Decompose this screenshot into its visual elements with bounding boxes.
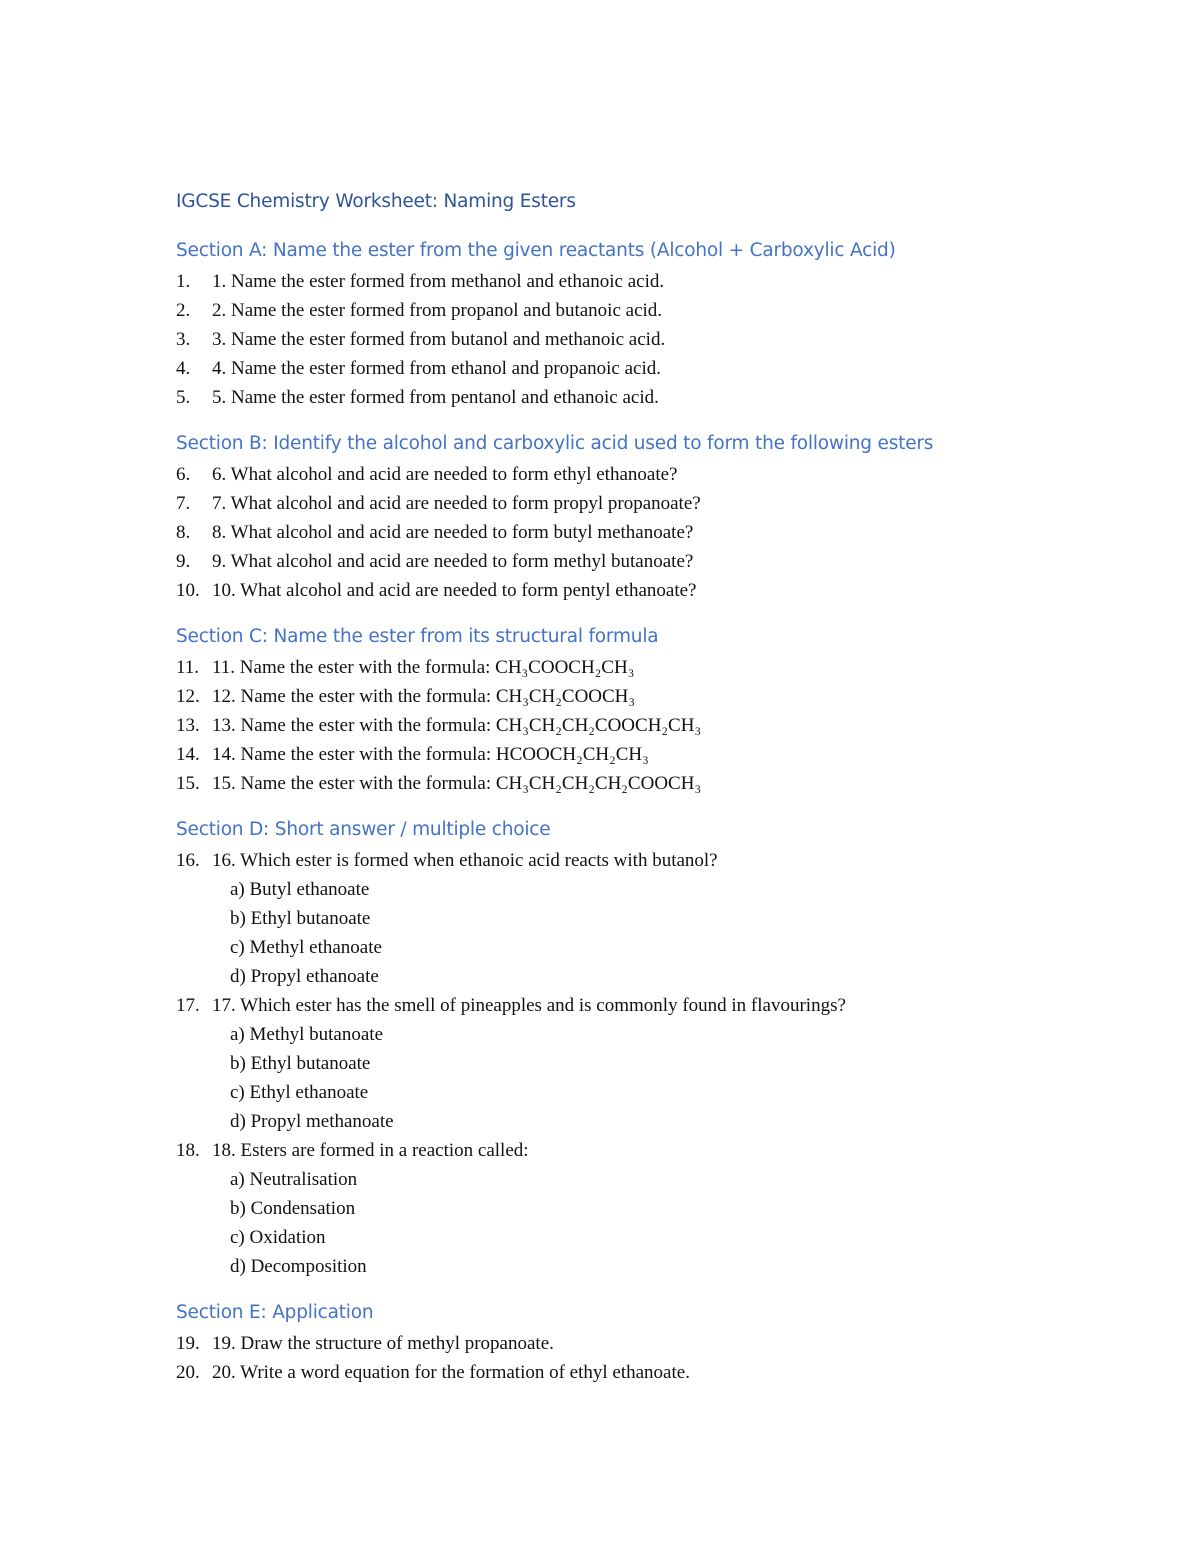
answer-option: d) Decomposition: [230, 1256, 367, 1277]
answer-option: c) Methyl ethanoate: [230, 937, 382, 958]
question-number: 1.: [176, 271, 191, 292]
answer-options: [176, 1020, 1076, 1136]
section-c: [176, 623, 1076, 798]
section-e-questions: [176, 1329, 1076, 1387]
question-item: [176, 325, 1076, 354]
section-a: [176, 237, 1076, 412]
question-text: 15. Name the ester with the formula: CH₃CH₂CH₂CH₂COOCH₃: [212, 773, 702, 794]
question-item: [176, 576, 1076, 605]
question-item: [176, 383, 1076, 412]
section-d-heading: Section D: Short answer / multiple choice: [176, 819, 551, 840]
answer-option: c) Oxidation: [230, 1227, 326, 1248]
question-text: 17. Which ester has the smell of pineapples and is commonly found in flavourings?: [212, 995, 846, 1016]
section-e-heading: Section E: Application: [176, 1302, 374, 1323]
question-number: 7.: [176, 493, 191, 514]
question-number: 14.: [176, 744, 200, 765]
question-item: [176, 1136, 1076, 1165]
question-item: [176, 296, 1076, 325]
question-text: 12. Name the ester with the formula: CH₃CH₂COOCH₃: [212, 686, 636, 707]
question-text: 6. What alcohol and acid are needed to form ethyl ethanoate?: [212, 464, 678, 485]
section-a-heading: Section A: Name the ester from the given reactants (Alcohol + Carboxylic Acid): [176, 240, 896, 261]
section-a-questions: [176, 267, 1076, 412]
answer-options: [176, 1165, 1076, 1281]
worksheet-content: [176, 188, 1076, 1405]
question-text: 10. What alcohol and acid are needed to form pentyl ethanoate?: [212, 580, 697, 601]
section-b-questions: [176, 460, 1076, 605]
answer-options: [176, 875, 1076, 991]
question-item: [176, 682, 1076, 711]
question-number: 17.: [176, 995, 200, 1016]
answer-option: d) Propyl ethanoate: [230, 966, 379, 987]
question-item: [176, 769, 1076, 798]
question-item: [176, 653, 1076, 682]
answer-option: a) Methyl butanoate: [230, 1024, 384, 1045]
question-number: 15.: [176, 773, 200, 794]
question-number: 12.: [176, 686, 200, 707]
question-number: 13.: [176, 715, 200, 736]
question-text: 1. Name the ester formed from methanol and ethanoic acid.: [212, 271, 665, 292]
question-item: [176, 354, 1076, 383]
section-e: [176, 1299, 1076, 1387]
question-item: [176, 991, 1076, 1020]
section-b-heading: Section B: Identify the alcohol and carboxylic acid used to form the following esters: [176, 433, 934, 454]
question-text: 11. Name the ester with the formula: CH₃COOCH₂CH₃: [212, 657, 635, 678]
answer-option: a) Butyl ethanoate: [230, 879, 370, 900]
answer-option: b) Ethyl butanoate: [230, 1053, 371, 1074]
question-text: 19. Draw the structure of methyl propanoate.: [212, 1333, 554, 1354]
question-text: 14. Name the ester with the formula: HCOOCH₂CH₂CH₃: [212, 744, 649, 765]
question-number: 11.: [176, 657, 200, 678]
question-number: 16.: [176, 850, 200, 871]
section-b: [176, 430, 1076, 605]
question-block: [176, 846, 1076, 991]
question-text: 8. What alcohol and acid are needed to form butyl methanoate?: [212, 522, 694, 543]
question-item: [176, 711, 1076, 740]
question-text: 16. Which ester is formed when ethanoic acid reacts with butanol?: [212, 850, 718, 871]
question-item: [176, 489, 1076, 518]
question-item: [176, 460, 1076, 489]
question-number: 4.: [176, 358, 191, 379]
section-d: [176, 816, 1076, 1281]
question-number: 20.: [176, 1362, 200, 1383]
section-d-questions: [176, 846, 1076, 1281]
question-item: [176, 518, 1076, 547]
question-number: 9.: [176, 551, 191, 572]
question-number: 3.: [176, 329, 191, 350]
question-item: [176, 1358, 1076, 1387]
answer-option: c) Ethyl ethanoate: [230, 1082, 369, 1103]
question-item: [176, 267, 1076, 296]
answer-option: b) Condensation: [230, 1198, 356, 1219]
question-item: [176, 1329, 1076, 1358]
section-c-questions: [176, 653, 1076, 798]
question-number: 19.: [176, 1333, 200, 1354]
question-text: 7. What alcohol and acid are needed to form propyl propanoate?: [212, 493, 701, 514]
question-text: 20. Write a word equation for the formation of ethyl ethanoate.: [212, 1362, 690, 1383]
question-text: 9. What alcohol and acid are needed to form methyl butanoate?: [212, 551, 694, 572]
question-number: 2.: [176, 300, 191, 321]
question-text: 13. Name the ester with the formula: CH₃CH₂CH₂COOCH₂CH₃: [212, 715, 702, 736]
worksheet-title: IGCSE Chemistry Worksheet: Naming Esters: [176, 191, 576, 212]
answer-option: d) Propyl methanoate: [230, 1111, 394, 1132]
question-text: 4. Name the ester formed from ethanol and propanoic acid.: [212, 358, 661, 379]
question-block: [176, 1136, 1076, 1281]
question-number: 8.: [176, 522, 191, 543]
question-number: 18.: [176, 1140, 200, 1161]
question-text: 3. Name the ester formed from butanol and methanoic acid.: [212, 329, 666, 350]
question-text: 2. Name the ester formed from propanol and butanoic acid.: [212, 300, 663, 321]
question-item: [176, 846, 1076, 875]
question-item: [176, 740, 1076, 769]
section-c-heading: Section C: Name the ester from its structural formula: [176, 626, 659, 647]
answer-option: b) Ethyl butanoate: [230, 908, 371, 929]
question-text: 18. Esters are formed in a reaction called:: [212, 1140, 529, 1161]
answer-option: a) Neutralisation: [230, 1169, 358, 1190]
question-item: [176, 547, 1076, 576]
question-text: 5. Name the ester formed from pentanol and ethanoic acid.: [212, 387, 659, 408]
question-number: 6.: [176, 464, 191, 485]
question-block: [176, 991, 1076, 1136]
question-number: 5.: [176, 387, 191, 408]
question-number: 10.: [176, 580, 200, 601]
